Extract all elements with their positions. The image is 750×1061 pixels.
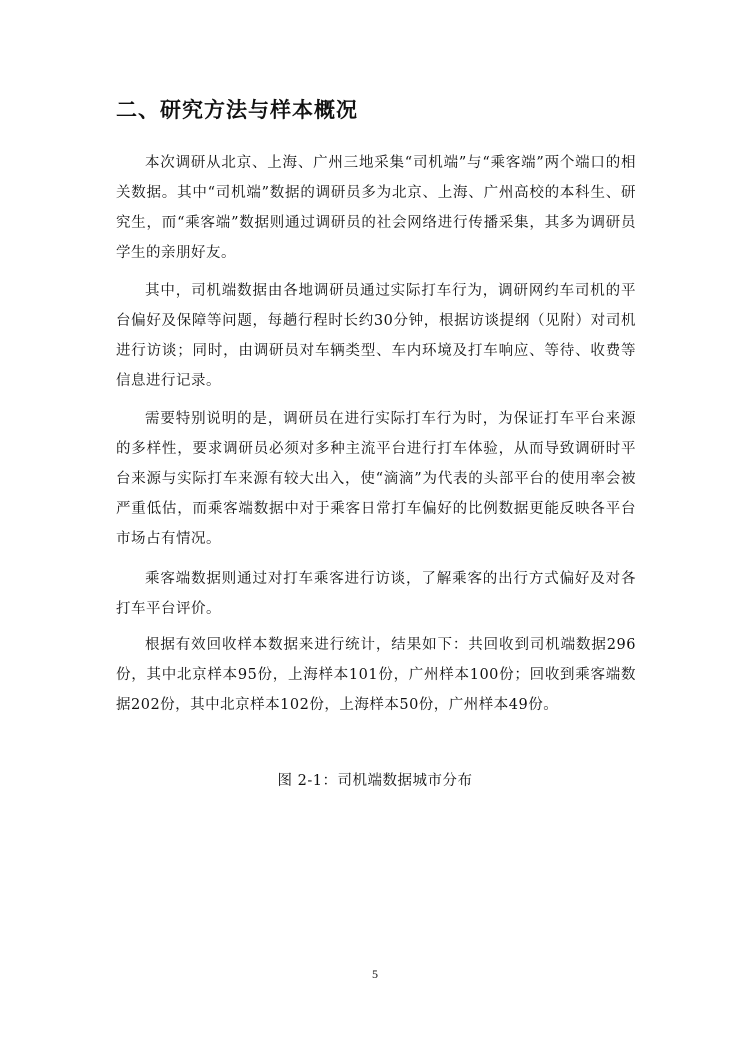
- page-number: 5: [372, 967, 378, 981]
- paragraph-passenger-data: 乘客端数据则通过对打车乘客进行访谈，了解乘客的出行方式偏好及对各打车平台评价。: [116, 571, 636, 617]
- paragraph-data-sources: 本次调研从北京、上海、广州三地采集“司机端”与“乘客端”两个端口的相关数据。其中“司机端”数据的调研员多为北京、上海、广州高校的本科生、研究生，而“乘客端”数据则通过调研员的社会网络进行传播采集，其多为调研员学生的亲朋好友。: [116, 155, 636, 261]
- section-heading: 二、研究方法与样本概况: [116, 97, 358, 122]
- paragraph-special-note: 需要特别说明的是，调研员在进行实际打车行为时，为保证打车平台来源的多样性，要求调研员必须对多种主流平台进行打车体验，从而导致调研时平台来源与实际打车来源有较大出入，使“滴滴”为代表的头部平台的使用率会被严重低估，而乘客端数据中对于乘客日常打车偏好的比例数据更能反映各平台市场占有情况。: [116, 411, 636, 547]
- paragraph-sample-statistics: 根据有效回收样本数据来进行统计，结果如下：共回收到司机端数据296份，其中北京样本95份，上海样本101份，广州样本100份；回收到乘客端数据202份，其中北京样本102份，上海样本50份，广州样本49份。: [116, 637, 636, 713]
- paragraph-driver-data: 其中，司机端数据由各地调研员通过实际打车行为，调研网约车司机的平台偏好及保障等问题，每趟行程时长约30分钟，根据访谈提纲（见附）对司机进行访谈；同时，由调研员对车辆类型、车内环境及打车响应、等待、收费等信息进行记录。: [116, 283, 636, 389]
- figure-caption: 图 2-1：司机端数据城市分布: [277, 773, 473, 789]
